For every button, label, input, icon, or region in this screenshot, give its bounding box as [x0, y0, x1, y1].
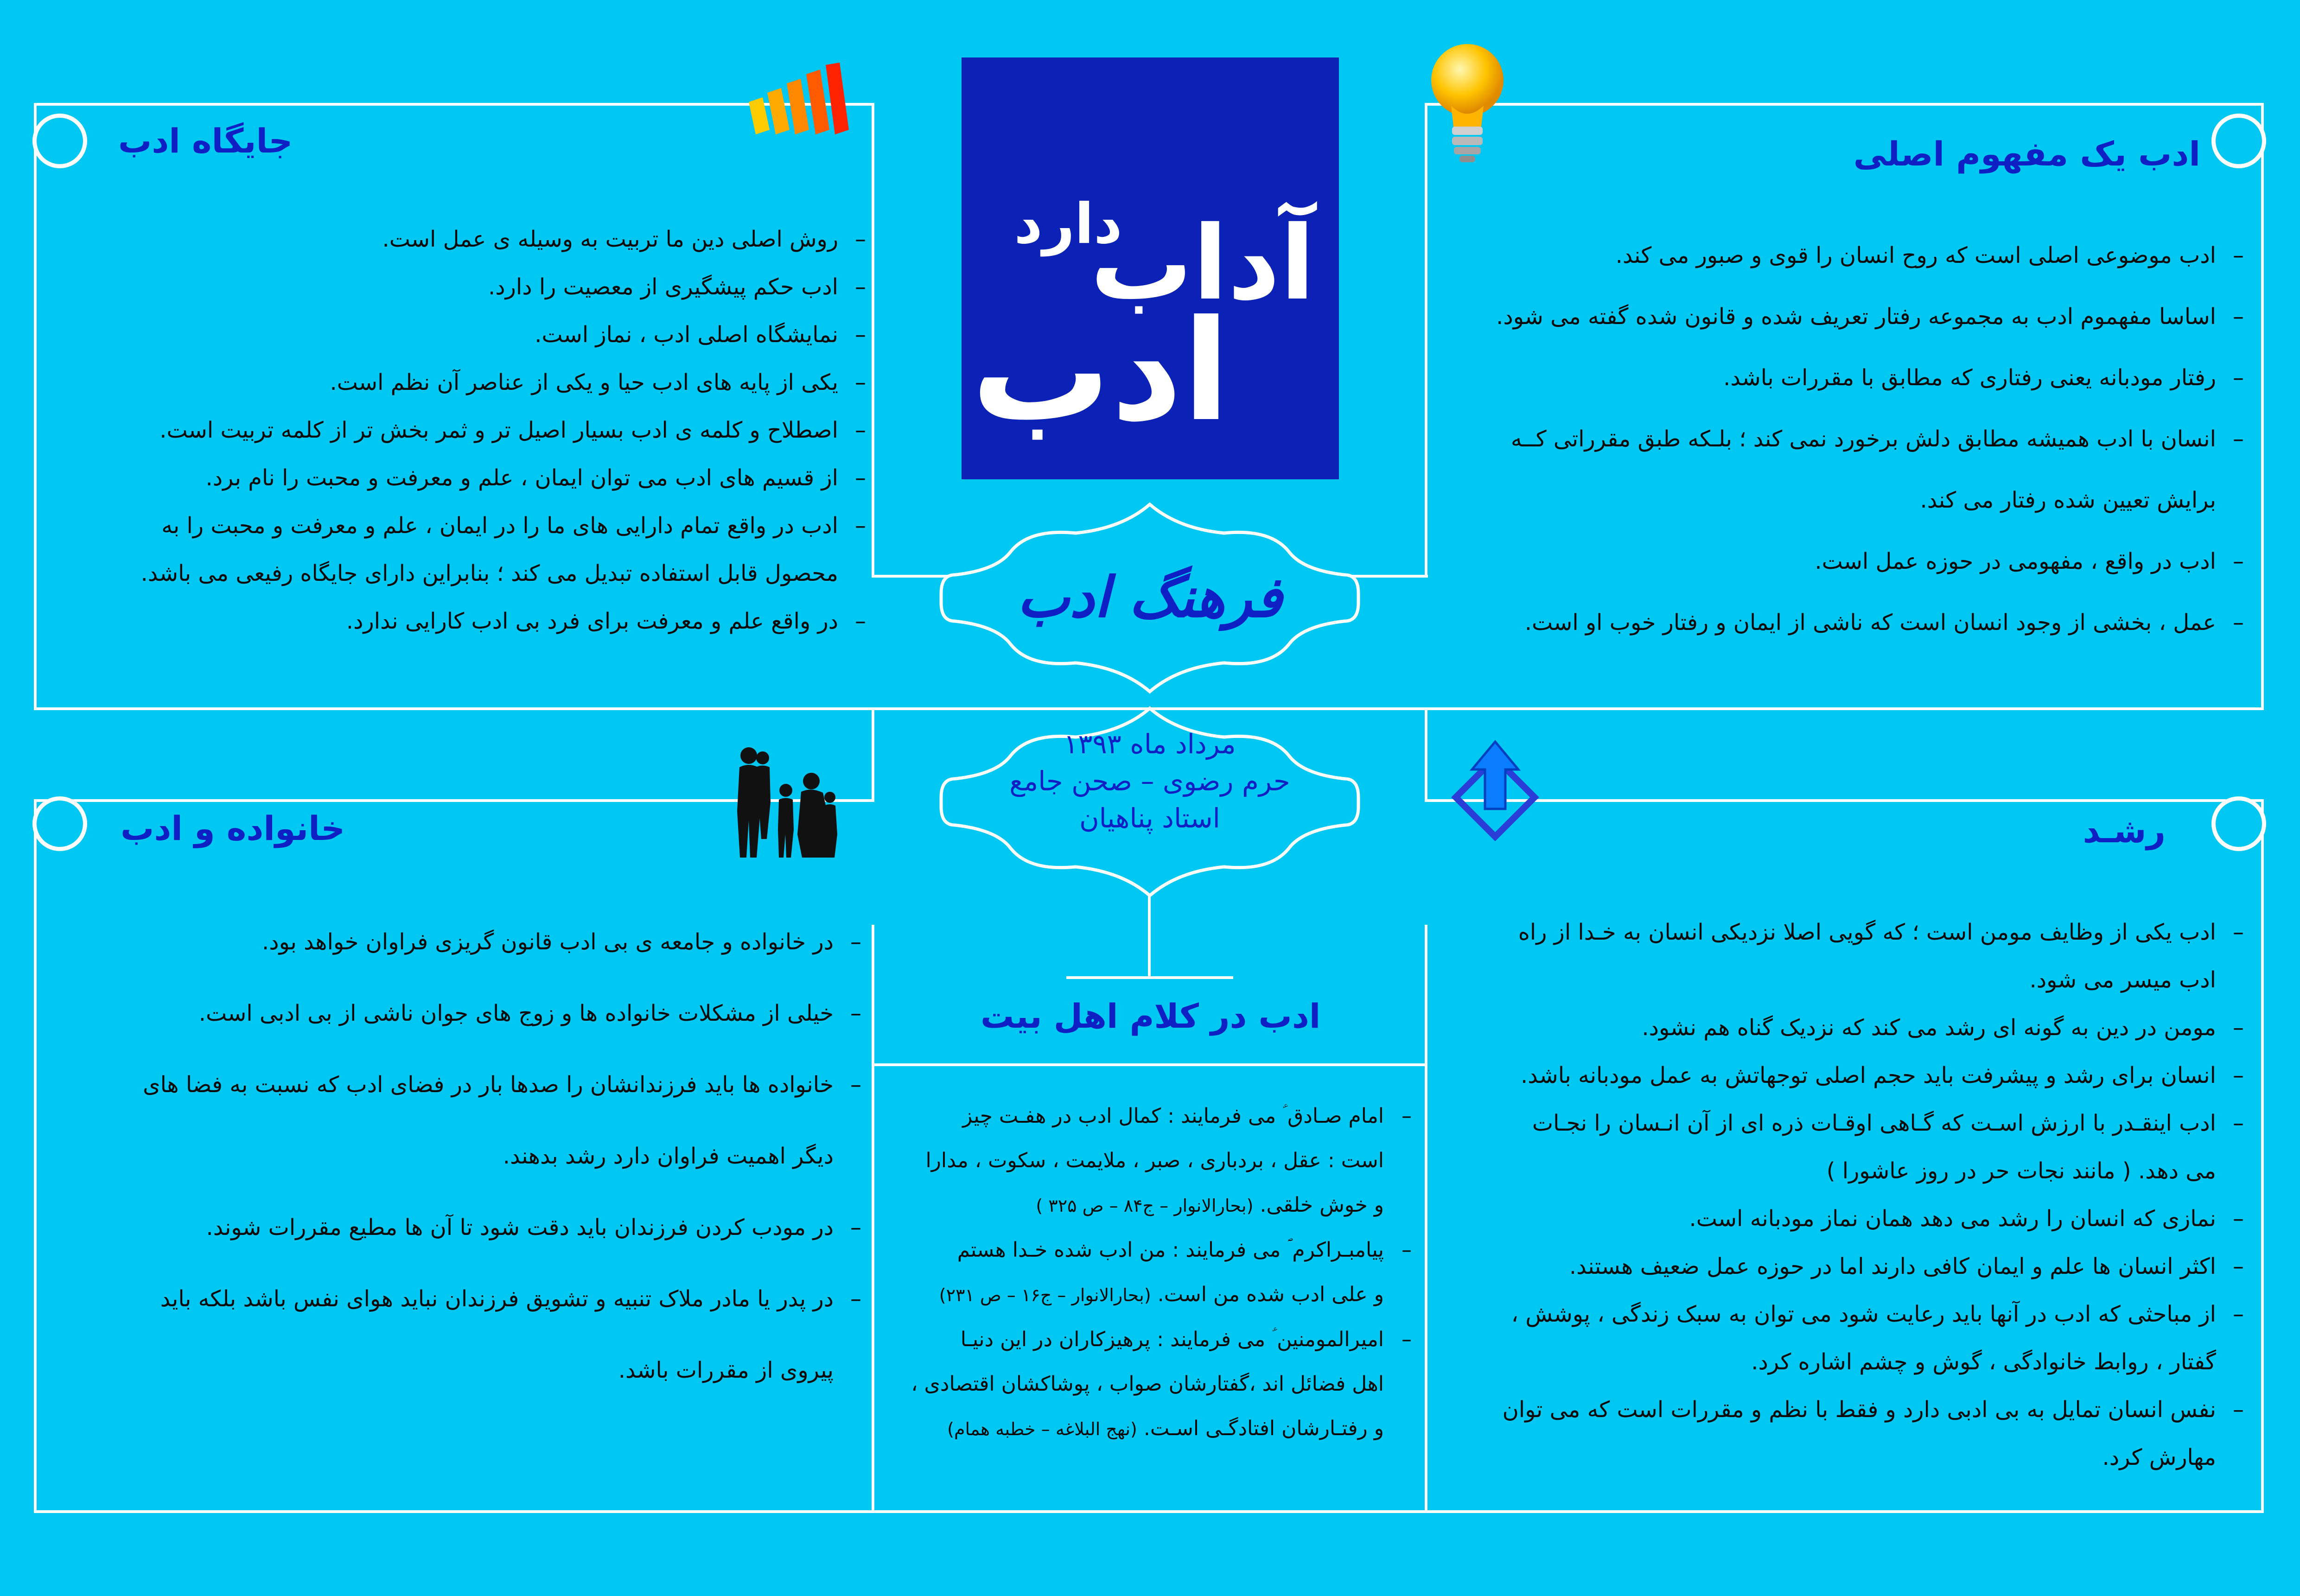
list-item: – یکی از پایه های ادب حیا و یکی از عناصر آن نظم است.	[55, 359, 866, 407]
event-date: مرداد ماه ۱۳۹۳	[1064, 728, 1236, 760]
list-item: – از مباحثی که ادب در آنها باید رعایت شود می توان به سبک زندگی ، پوشش ،	[1446, 1291, 2244, 1338]
list-item-continuation: است : عقل ، بردباری ، صبر ، ملایمت ، سکوت ، مدارا	[925, 1149, 1384, 1172]
citation: (نهج البلاغه – خطبه همام)	[947, 1419, 1137, 1439]
main-word: ادب	[971, 290, 1230, 452]
list-item: – امیرالمومنین ؑ می فرمایند : پرهیزکاران در این دنیـا	[883, 1317, 1412, 1362]
list-item: – خانواده ها باید فرزندانشان را صدها بار در فضای ادب که نسبت به فضا های	[55, 1049, 861, 1120]
main-title-panel	[962, 57, 1339, 479]
list-item: – نفس انسان تمایل به بی ادبی دارد و فقط با نظم و مقررات است که می توان	[1446, 1386, 2244, 1434]
top-left-frame-right	[872, 103, 874, 576]
list-item-continuation: مهارش کرد.	[2102, 1444, 2216, 1470]
line-text: و خوش خلقی.	[1260, 1193, 1384, 1217]
citation: (بحارالانوار – ج۸۴ – ص ۳۲۵ )	[1036, 1195, 1254, 1216]
list-item-continuation: محصول قابل استفاده تبدیل می کند ؛ بنابراین دارای جایگاه رفیعی می باشد.	[140, 560, 838, 586]
list-item: – از قسیم های ادب می توان ایمان ، علم و معرفت و محبت را نام برد.	[55, 454, 866, 502]
line-text: و علی ادب شده من است.	[1157, 1283, 1384, 1306]
list-item: – انسان برای رشد و پیشرفت باید حجم اصلی توجهاتش به عمل مودبانه باشد.	[1446, 1052, 2244, 1100]
list-item-continuation	[883, 1183, 1412, 1228]
list-item: – ادب حکم پیشگیری از معصیت را دارد.	[55, 263, 866, 311]
second-word: آداب	[1090, 204, 1315, 323]
bottom-right-frame-top	[1425, 799, 2264, 802]
list-item: – انسان با ادب همیشه مطابق دلش برخورد نمی کند ؛ بلـکه طبق مقرراتی کــه	[1446, 408, 2244, 470]
top-right-ring	[2211, 114, 2266, 168]
event-speaker: استاد پناهیان	[1079, 802, 1220, 834]
bar-chart-icon	[744, 60, 851, 144]
list-item-continuation	[883, 1272, 1412, 1317]
bottom-frame-bottom	[34, 1510, 2264, 1513]
list-item-continuation: اهل فضائل اند ،گفتارشان صواب ، پوشاکشان اقتصادی ،	[911, 1372, 1384, 1396]
list-item: – روش اصلی دین ما تربیت به وسیله ی عمل است.	[55, 216, 866, 263]
family-title: خانواده و ادب	[121, 809, 345, 848]
list-item: – در پدر یا مادر ملاک تنبیه و تشویق فرزندان نباید هوای نفس باشد بلکه باید	[55, 1263, 861, 1335]
event-place: حرم رضوی – صحن جامع	[1009, 765, 1290, 797]
list-item: – مومن در دین به گونه ای رشد می کند که نزدیک گناه هم نشود.	[1446, 1004, 2244, 1052]
subtitle: فرهنگ ادب	[1017, 565, 1282, 630]
line-text: و رفتـارشان افتادگـی اسـت.	[1143, 1417, 1384, 1440]
event-info	[960, 725, 1340, 837]
list-item: – اساسا مفهموم ادب به مجموعه رفتار تعریف شده و قانون شده گفته می شود.	[1446, 286, 2244, 347]
list-item: – در خانواده و جامعه ی بی ادب قانون گریزی فراوان خواهد بود.	[55, 906, 861, 978]
top-left-ring	[32, 114, 87, 168]
third-word: دارد	[1014, 192, 1122, 256]
concept-list	[1446, 225, 2244, 653]
top-right-frame-right	[2261, 103, 2264, 709]
list-item: – رفتار مودبانه یعنی رفتاری که مطابق با مقررات باشد.	[1446, 347, 2244, 408]
growth-list	[1446, 909, 2244, 1482]
center-title-underline	[872, 1063, 1427, 1066]
center-right-divider	[1425, 925, 1427, 1513]
position-list	[55, 216, 866, 645]
list-item-continuation: ادب میسر می شود.	[2029, 967, 2216, 993]
list-item-continuation: برایش تعیین شده رفتار می کند.	[1920, 487, 2216, 513]
list-item: – ادب موضوعی اصلی است که روح انسان را قوی و صبور می کند.	[1446, 225, 2244, 286]
ahlulbayt-title: ادب در کلام اهل بیت	[981, 997, 1321, 1036]
list-item-continuation: پیروی از مقررات باشد.	[618, 1357, 834, 1383]
bottom-right-frame-right	[2261, 799, 2264, 1513]
top-right-frame-top	[1425, 103, 2264, 106]
list-item-continuation: دیگر اهمیت فراوان دارد رشد بدهند.	[503, 1143, 834, 1169]
center-stem-bar	[1066, 976, 1233, 979]
position-title: جایگاه ادب	[118, 121, 293, 160]
family-list	[55, 906, 861, 1406]
bottom-right-vertical-a	[1425, 709, 1427, 802]
center-left-divider	[872, 925, 874, 1513]
list-item-continuation: می دهد. ( مانند نجات حر در روز عاشورا )	[1826, 1158, 2216, 1184]
bottom-left-vertical-a	[872, 709, 874, 802]
list-item: – در مودب کردن فرزندان باید دقت شود تا آن ها مطیع مقررات شوند.	[55, 1192, 861, 1263]
list-item: – امام صـادق ؑ می فرمایند : کمال ادب در هفـت چیز	[883, 1094, 1412, 1138]
list-item: – ادب اینقـدر با ارزش اسـت که گـاهی اوقـات ذره ای از آن انـسان را نجـات	[1446, 1100, 2244, 1147]
list-item: – در واقع علم و معرفت برای فرد بی ادب کارایی ندارد.	[55, 598, 866, 645]
list-item: – خیلی از مشکلات خانواده ها و زوج های جوان ناشی از بی ادبی است.	[55, 978, 861, 1049]
list-item: – اکثر انسان ها علم و ایمان کافی دارند اما در حوزه عمل ضعیف هستند.	[1446, 1243, 2244, 1291]
top-left-frame-left	[34, 103, 37, 709]
list-item: – نمازی که انسان را رشد می دهد همان نماز مودبانه است.	[1446, 1195, 2244, 1243]
list-item: – ادب یکی از وظایف مومن است ؛ که گویی اصلا نزدیکی انسان به خـدا از راه	[1446, 909, 2244, 956]
bottom-left-ring	[32, 796, 87, 851]
lightbulb-icon	[1428, 41, 1507, 166]
concept-title: ادب یک مفهوم اصلی	[1853, 134, 2200, 173]
top-right-frame-left	[1425, 103, 1427, 576]
growth-title: رشـد	[2083, 811, 2166, 850]
list-item-continuation	[883, 1406, 1412, 1451]
main-title-art	[962, 57, 1339, 479]
bottom-left-frame-left	[34, 799, 37, 1513]
list-item: – نمایشگاه اصلی ادب ، نماز است.	[55, 311, 866, 359]
family-icon	[728, 742, 848, 862]
ahlulbayt-list	[883, 1094, 1412, 1451]
list-item-continuation: گفتار ، روابط خانوادگی ، گوش و چشم اشاره کرد.	[1751, 1349, 2216, 1375]
bottom-right-ring	[2211, 796, 2266, 851]
citation: (بحارالانوار – ج۱۶ – ص ۲۳۱)	[939, 1285, 1151, 1305]
ornament-frames	[937, 501, 1363, 909]
up-arrow-icon	[1449, 739, 1542, 846]
list-item: – عمل ، بخشی از وجود انسان است که ناشی از ایمان و رفتار خوب او است.	[1446, 592, 2244, 653]
list-item: – پیامبـراکرم ؐ می فرمایند : من ادب شده خـدا هستم	[883, 1228, 1412, 1272]
list-item: – اصطلاح و کلمه ی ادب بسیار اصیل تر و ثمر بخش تر از کلمه تربیت است.	[55, 407, 866, 454]
list-item: – ادب در واقع ، مفهومی در حوزه عمل است.	[1446, 531, 2244, 592]
list-item: – ادب در واقع تمام دارایی های ما را در ایمان ، علم و معرفت و محبت را به	[55, 502, 866, 550]
